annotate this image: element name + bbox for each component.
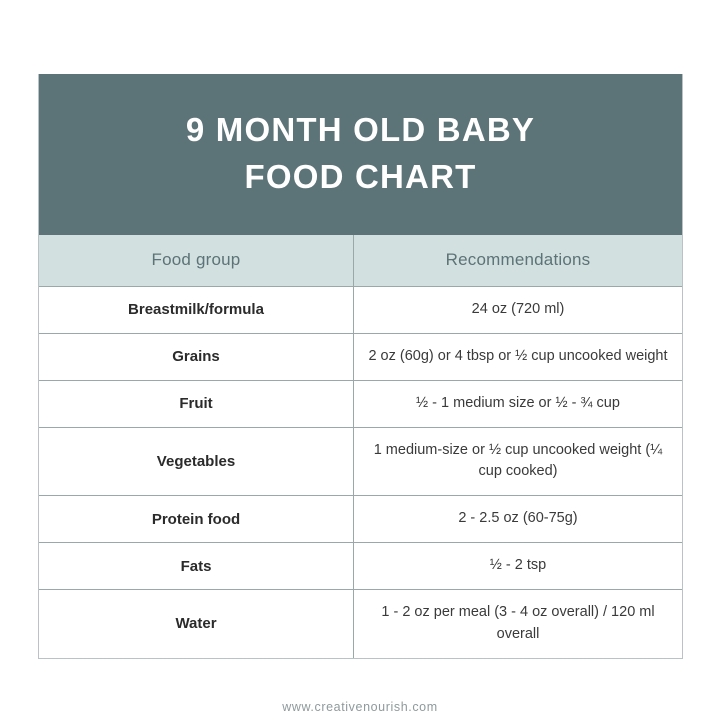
- recommendation-cell: 2 - 2.5 oz (60-75g): [458, 510, 578, 527]
- food-group-cell: Water: [39, 590, 354, 658]
- recommendation-cell: ½ - 2 tsp: [489, 557, 547, 574]
- page-title-line-2: FOOD CHART: [244, 157, 477, 195]
- recommendation-cell: 1 medium-size or ½ cup uncooked weight (¼ cup cooked): [373, 441, 663, 480]
- table-row: [39, 590, 682, 658]
- table-row: [39, 334, 682, 381]
- column-header-recommendations: Recommendations: [445, 249, 591, 269]
- recommendation-cell: 1 - 2 oz per meal (3 - 4 oz overall) / 120 ml overall: [381, 604, 655, 642]
- food-group-cell: Grains: [39, 334, 354, 380]
- food-group-cell: Fats: [39, 543, 354, 589]
- table-row: [39, 543, 682, 590]
- footer-website: www.creativenourish.com: [282, 700, 438, 714]
- chart-title-bar: [39, 74, 682, 235]
- food-group-cell: Fruit: [39, 381, 354, 427]
- table-row: [39, 381, 682, 428]
- food-group-cell: Protein food: [39, 496, 354, 542]
- recommendation-cell: 2 oz (60g) or 4 tbsp or ½ cup uncooked weight: [368, 347, 668, 364]
- column-header-food-group: Food group: [39, 235, 354, 286]
- food-group-cell: Vegetables: [39, 428, 354, 496]
- page-title-line-1: 9 MONTH OLD BABY: [185, 111, 536, 148]
- food-chart-card: [38, 74, 683, 659]
- food-group-cell: Breastmilk/formula: [39, 287, 354, 333]
- recommendation-cell: 24 oz (720 ml): [471, 300, 565, 317]
- table-row: [39, 496, 682, 543]
- table-header-row: [39, 235, 682, 287]
- table-row: [39, 428, 682, 497]
- table-row: [39, 287, 682, 334]
- recommendation-cell: ½ - 1 medium size or ½ - ¾ cup: [416, 394, 620, 411]
